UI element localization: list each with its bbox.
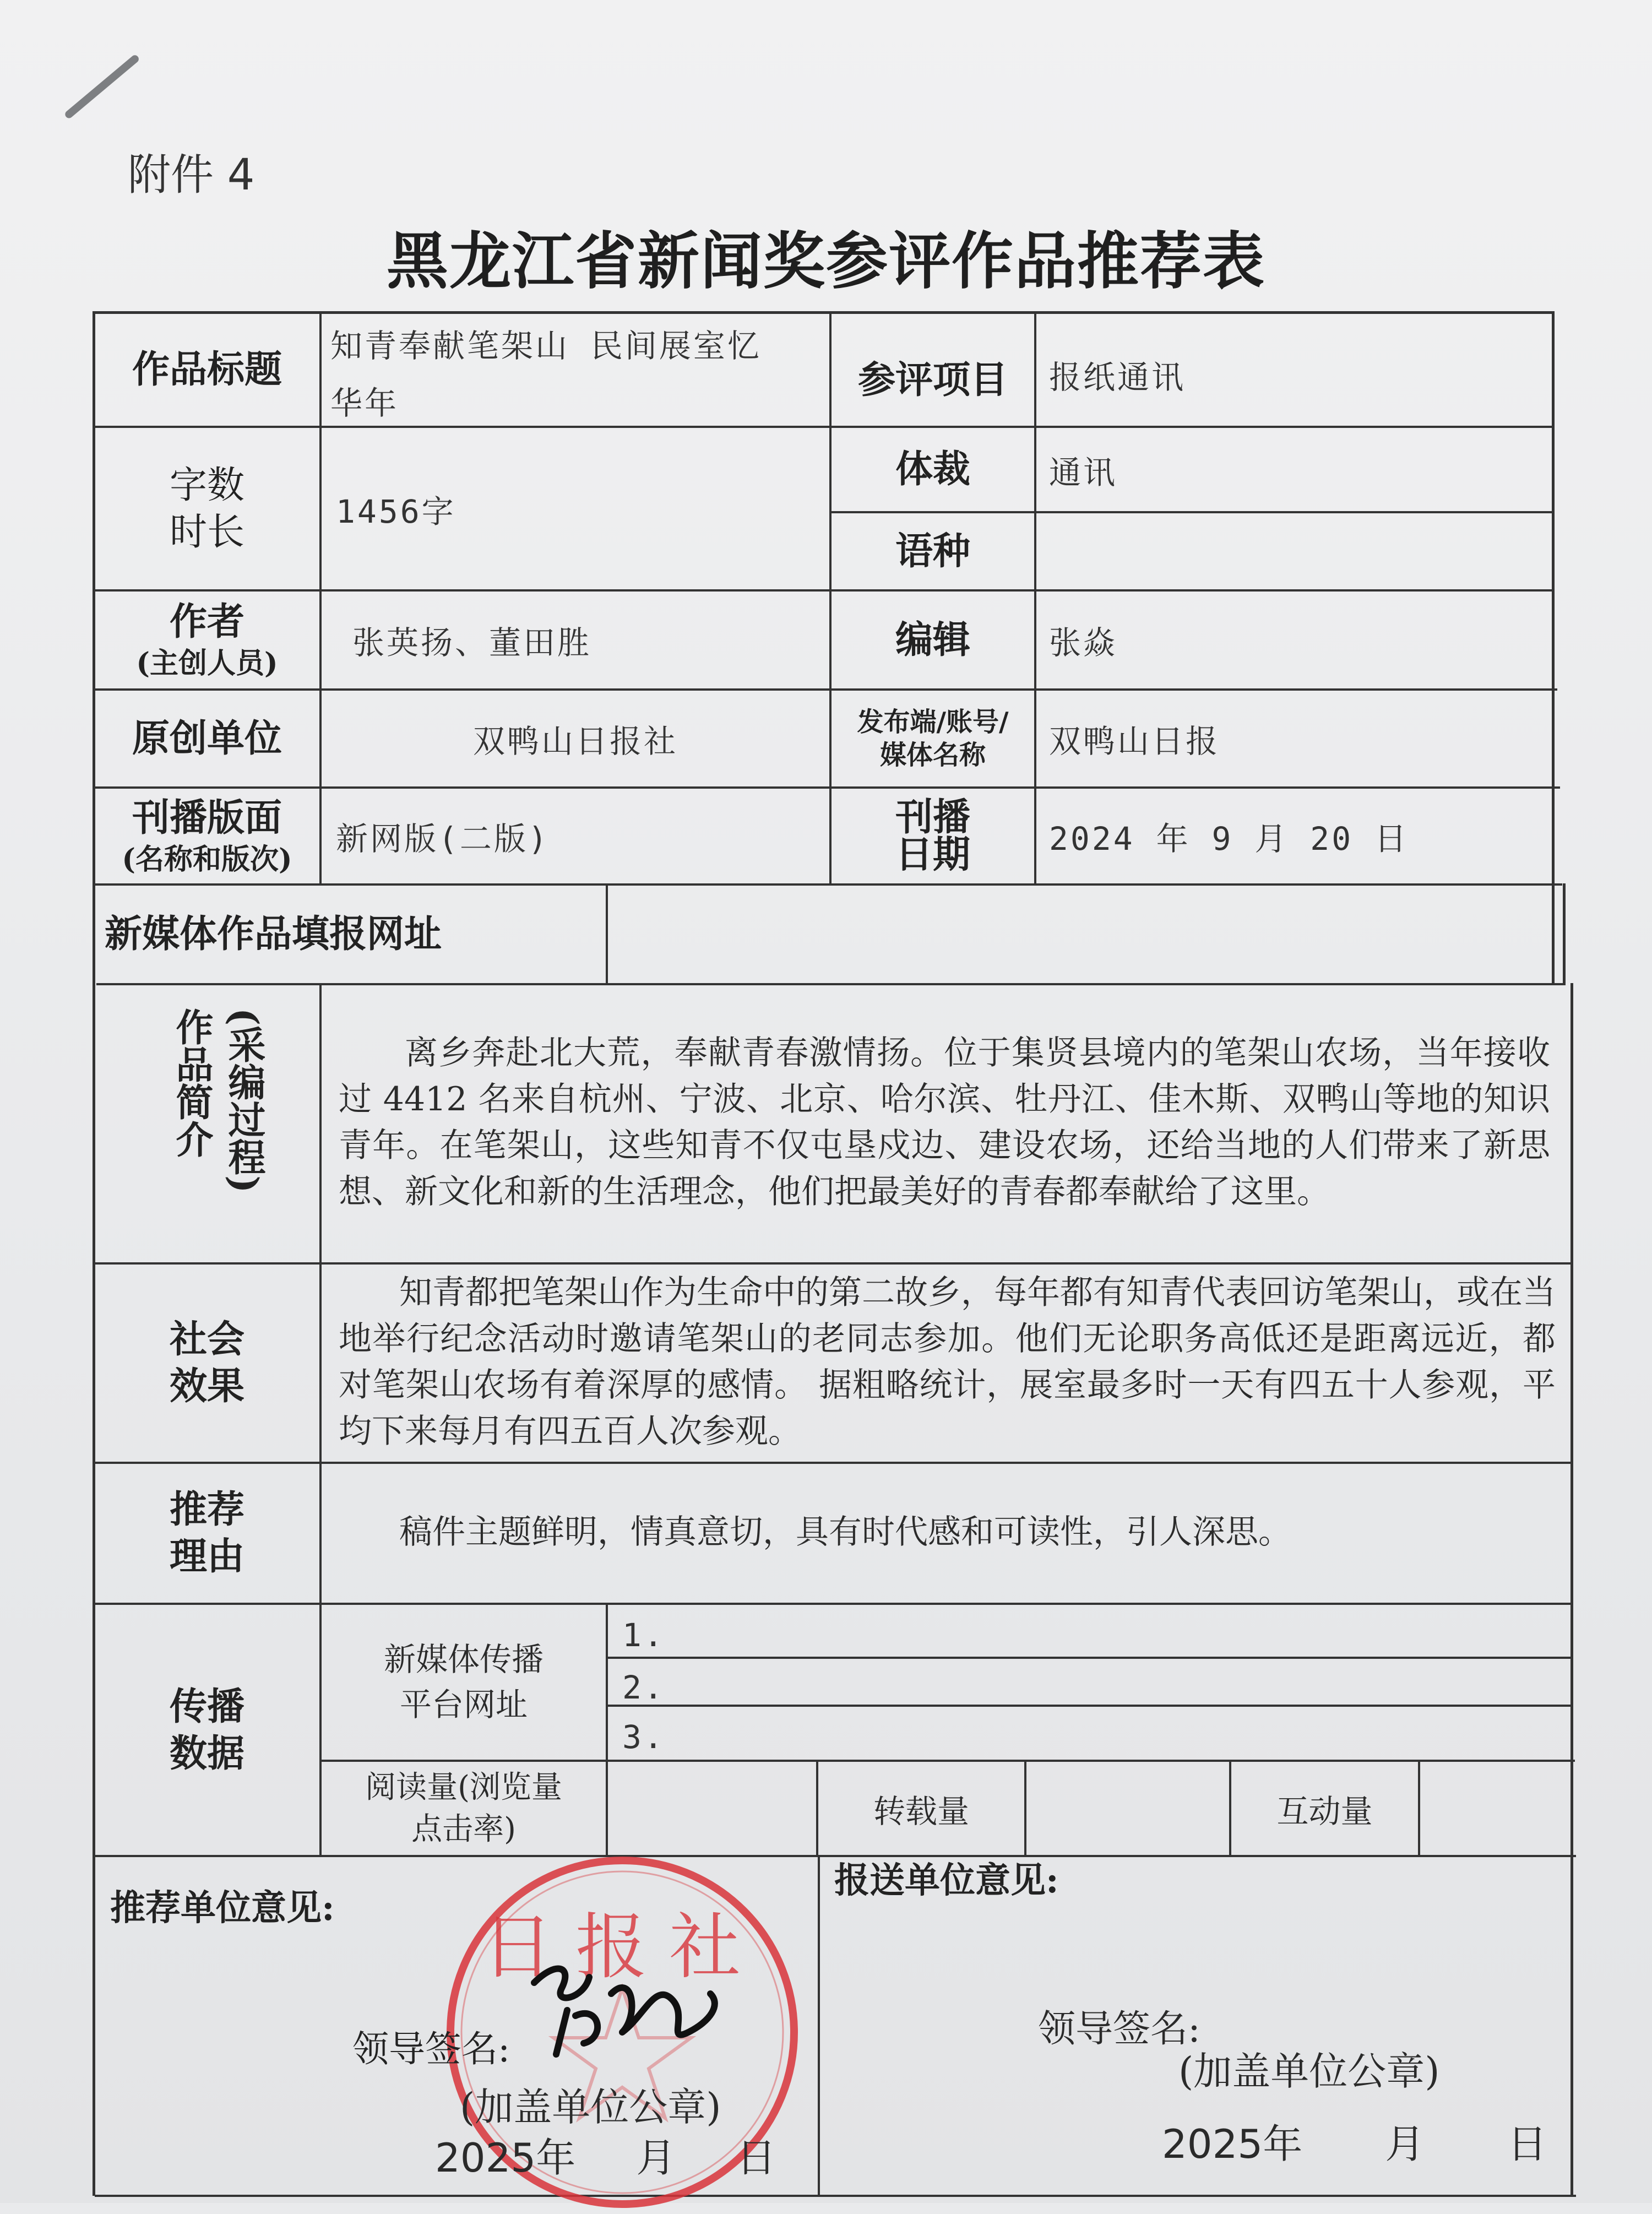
recommend-opinion-title: 推荐单位意见: (110, 1887, 335, 1929)
submit-date-month: 月 (1385, 2121, 1425, 2167)
length-value: 1456字 (336, 492, 456, 530)
date-label-line2: 日期 (895, 833, 970, 877)
effect-label (95, 1265, 319, 1462)
language-value (1049, 513, 1545, 589)
recommend-seal-note: (加盖单位公章) (460, 2085, 721, 2130)
spread-label (95, 1605, 319, 1856)
submit-date (1162, 2112, 1547, 2169)
recommend-sign-label: 领导签名: (352, 2028, 510, 2070)
form-title: 黑龙江省新闻奖参评作品推荐表 (387, 225, 1265, 297)
work-title-value (330, 322, 826, 421)
spread-label-line1: 传播 (169, 1685, 244, 1729)
media-label-line1: 发布端/账号/ (857, 707, 1009, 737)
category-value: 报纸通讯 (1049, 359, 1186, 396)
reason-label-line2: 理由 (169, 1534, 244, 1578)
platform-url-label (322, 1605, 606, 1760)
reads-value (608, 1762, 816, 1855)
leader-signature (523, 1950, 732, 2065)
reads-label (322, 1762, 606, 1855)
page-label (95, 789, 319, 883)
publish-date-label (832, 789, 1034, 883)
reason-label-line1: 推荐 (169, 1488, 244, 1532)
author-sublabel: (主创人员) (136, 647, 278, 680)
reads-label-line1: 阅读量(浏览量 (365, 1770, 562, 1806)
media-name-label (832, 691, 1034, 786)
effect-label-line2: 效果 (169, 1364, 244, 1408)
work-title-line2: 华年 (330, 384, 399, 422)
submit-seal-note: (加盖单位公章) (1178, 2049, 1440, 2094)
reads-label-line2: 点击率) (411, 1811, 516, 1847)
effect-text: 知青都把笔架山作为生命中的第二故乡，每年都有知青代表回访笔架山，或在当地举行纪念活动时邀请笔架山的老同志参加。他们无论职务高低还是距离远近，都对笔架山农场有着深厚的感情。 据粗略统计，展室最多时一天有四五十人参观，平均下来每月有四五百人次参观。 (339, 1273, 1556, 1451)
page-label-main: 刊播版面 (132, 796, 282, 840)
recommend-date-day: 日 (736, 2135, 776, 2181)
length-label-line1: 字数 (169, 463, 244, 507)
work-title-line1: 知青奉献笔架山 民间展室忆 (330, 327, 762, 365)
reason-label (95, 1464, 319, 1603)
category-label: 参评项目 (857, 357, 1008, 402)
submit-date-day: 日 (1507, 2121, 1547, 2167)
intro-label-col2: (采编过程) (222, 1008, 266, 1193)
intro-label-col1: 作品简介 (170, 1008, 214, 1158)
recommend-date-month: 月 (636, 2135, 676, 2181)
submit-opinion-title: 报送单位意见: (834, 1860, 1059, 1901)
seal-text: 日报社 (481, 1905, 763, 1989)
editor-value: 张焱 (1049, 624, 1118, 661)
length-label (95, 428, 319, 589)
language-label: 语种 (895, 529, 970, 573)
reason-text: 稿件主题鲜明，情真意切，具有时代感和可读性，引人深思。 (399, 1513, 1291, 1551)
spread-label-line2: 数据 (169, 1732, 244, 1776)
author-label (95, 592, 319, 688)
media-label-line2: 媒体名称 (879, 740, 986, 770)
interactions-value (1420, 1762, 1569, 1855)
platform-url-item-1: 1. (622, 1616, 665, 1654)
platform-url-item-3: 3. (622, 1718, 665, 1756)
reposts-label: 转载量 (873, 1793, 969, 1830)
length-label-line2: 时长 (169, 510, 244, 554)
submit-sign-label: 领导签名: (1038, 2007, 1200, 2051)
page-sublabel: (名称和版次) (122, 843, 292, 876)
recommend-date-year: 2025年 (435, 2135, 576, 2181)
original-unit-label: 原创单位 (132, 716, 282, 761)
intro-text: 离乡奔赴北大荒，奉献青春激情扬。位于集贤县境内的笔架山农场，当年接收过 4412 名来自杭州、宁波、北京、哈尔滨、牡丹江、佳木斯、双鸭山等地的知识青年。在笔架山，这些知青不仅屯垦戍边、建设农场，还给当地的人们带来了新思想、新文化和新的生活理念，他们把最美好的青春都奉献给了这里。 (339, 1034, 1550, 1211)
url-label: 新媒体作品填报网址 (105, 912, 442, 956)
publish-date-value: 2024 年 9 月 20 日 (1049, 820, 1409, 858)
page-value: 新网版(二版) (336, 820, 550, 858)
effect-label-line1: 社会 (169, 1317, 244, 1361)
submit-date-year: 2025年 (1162, 2121, 1303, 2167)
date-label-line1: 刊播 (895, 795, 970, 839)
interactions-label: 互动量 (1276, 1793, 1373, 1830)
work-title-label: 作品标题 (132, 348, 282, 392)
genre-label: 体裁 (895, 447, 970, 491)
attachment-label: 附件 4 (128, 150, 255, 200)
genre-value: 通讯 (1049, 453, 1118, 491)
media-name-value: 双鸭山日报 (1049, 723, 1220, 760)
author-value: 张英扬、董田胜 (352, 624, 592, 661)
intro-label (127, 1008, 308, 1245)
url-value (611, 886, 1558, 983)
author-label-main: 作者 (169, 600, 244, 644)
platform-url-item-2: 2. (622, 1669, 665, 1706)
reposts-value (1026, 1762, 1229, 1855)
platform-label-line1: 新媒体传播 (383, 1641, 544, 1679)
platform-label-line2: 平台网址 (399, 1685, 528, 1723)
original-unit-value: 双鸭山日报社 (472, 723, 678, 760)
recommend-date (435, 2126, 776, 2183)
editor-label: 编辑 (895, 617, 970, 662)
